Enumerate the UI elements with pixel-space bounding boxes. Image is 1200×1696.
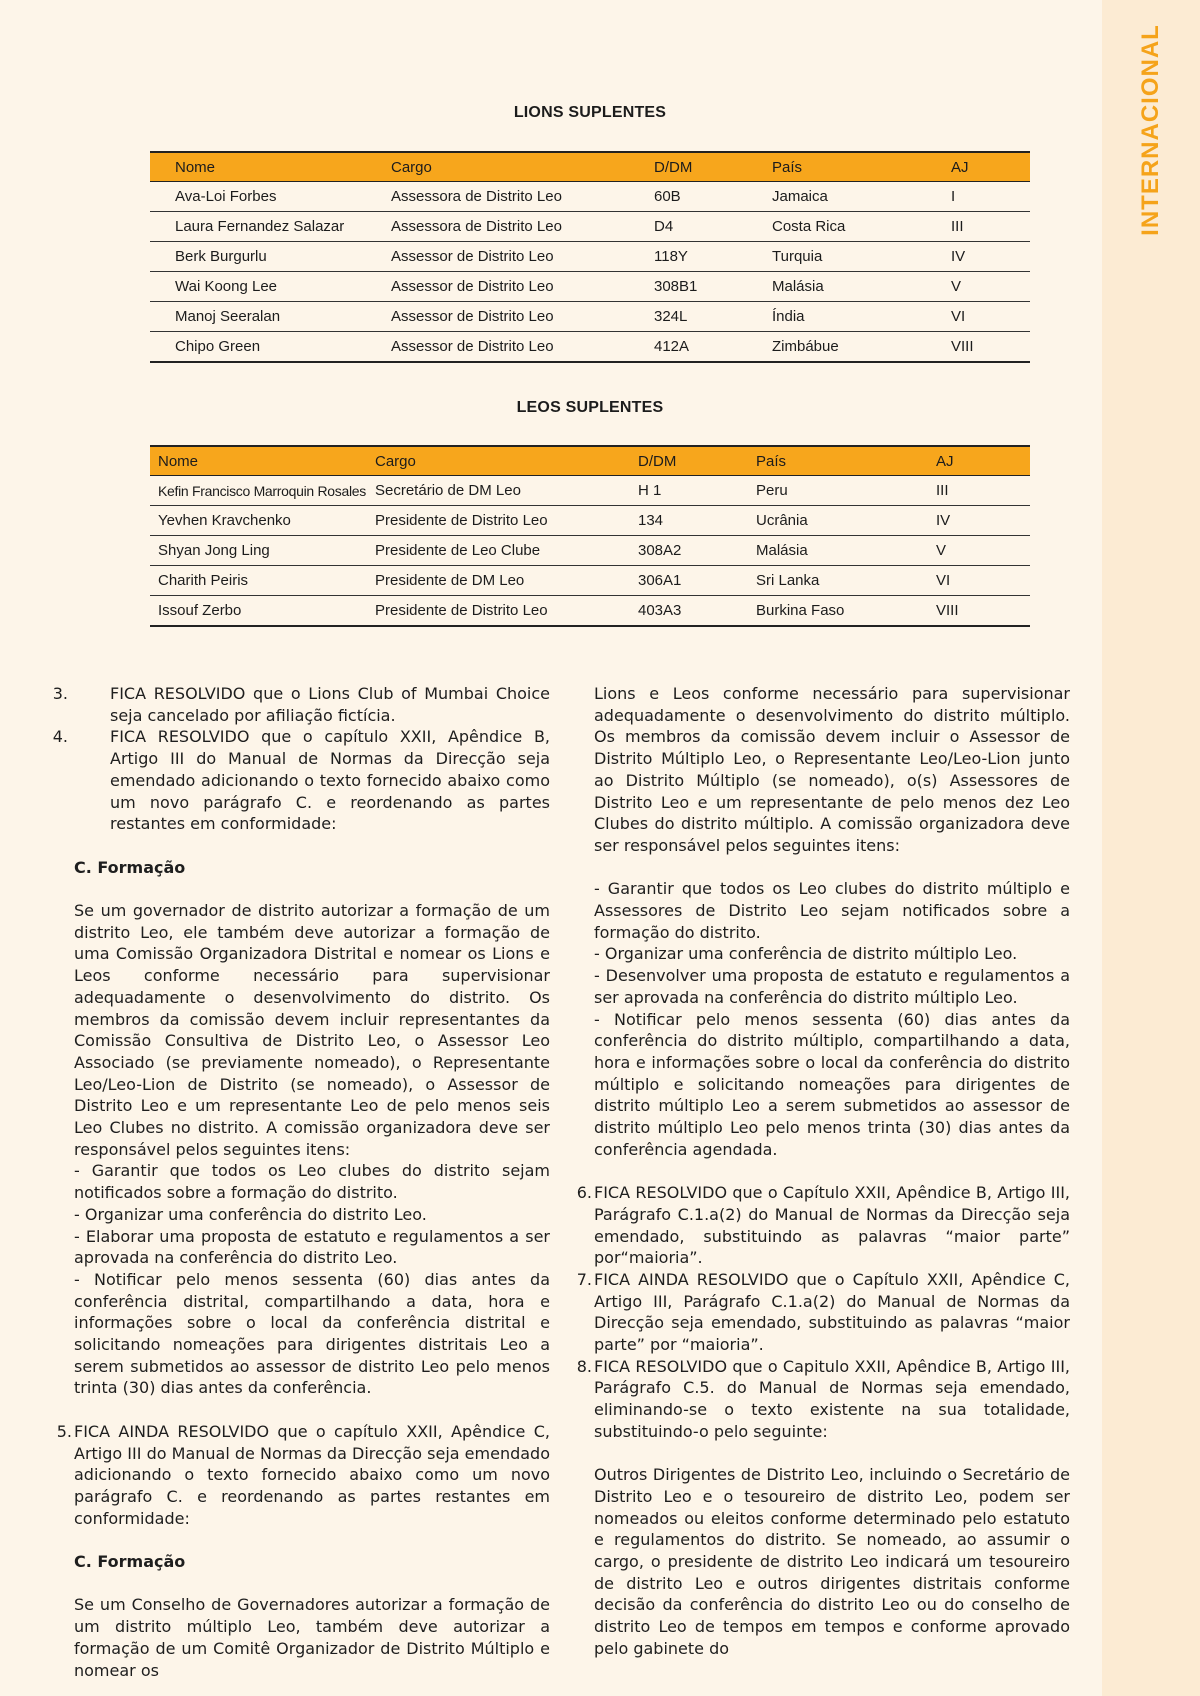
- cell-name: Ava-Loi Forbes: [150, 182, 391, 212]
- cell-district: 308A2: [638, 536, 756, 566]
- cell-cargo: Assessor de Distrito Leo: [391, 242, 654, 272]
- cell-cargo: Assessora de Distrito Leo: [391, 182, 654, 212]
- lions-table-title: LIONS SUPLENTES: [513, 104, 667, 121]
- cell-district: 308B1: [654, 272, 772, 302]
- col-header-cargo: Cargo: [375, 446, 638, 476]
- cell-district: 118Y: [654, 242, 772, 272]
- section-label-text: INTERNACIONAL: [1137, 24, 1164, 236]
- table-row: [150, 566, 1030, 596]
- cell-name: Laura Fernandez Salazar: [150, 212, 391, 242]
- col-header-area: AJ: [951, 152, 1030, 182]
- cell-country: Índia: [772, 302, 951, 332]
- cell-name: Wai Koong Lee: [150, 272, 391, 302]
- cell-area: VIII: [936, 596, 1030, 627]
- resolution-item-5: [56, 1421, 550, 1530]
- cell-area: V: [951, 272, 1030, 302]
- cell-name: Charith Peiris: [150, 566, 375, 596]
- item-number: 6.: [576, 1183, 592, 1203]
- table-row: [150, 212, 1030, 242]
- cell-name: Kefin Francisco Marroquin Rosales: [150, 476, 375, 506]
- paragraph: Se um governador de distrito autorizar a formação de um distrito Leo, ele também deve autorizar a formação de uma Comissão Organizadora Distrital e nomear os Lions e Leos conforme necessário para supervisionar adequadamente o desenvolvimento do distrito. Os membros da comissão devem incluir representantes da Comissão Consultiva de Distrito Leo, o Assessor Leo Associado (se previamente nomeado), o Representante Leo/Leo-Lion de Distrito (se nomeado), o Assessor de Distrito Leo e um representante Leo de pelo menos seis Leo Clubes no distrito. A comissão organizadora deve ser responsável pelos seguintes itens:: [74, 901, 550, 1159]
- item-text: FICA AINDA RESOLVIDO que o Capítulo XXII, Apêndice C, Artigo III, Parágrafo C.1.a(2) do Manual de Normas da Direcção seja emendado, substituindo as palavras “maior parte” por “maioria”.: [594, 1269, 1070, 1355]
- cell-area: I: [951, 182, 1030, 212]
- cell-area: IV: [951, 242, 1030, 272]
- col-header-district: D/DM: [638, 446, 756, 476]
- paragraph: Se um Conselho de Governadores autorizar a formação de um distrito múltiplo Leo, também deve autorizar a formação de um Comitê Organizador de Distrito Múltiplo e nomear os: [74, 1595, 550, 1680]
- cell-name: Chipo Green: [150, 332, 391, 363]
- table-row: [150, 536, 1030, 566]
- cell-country: Malásia: [772, 272, 951, 302]
- col-header-country: País: [756, 446, 936, 476]
- cell-name: Berk Burgurlu: [150, 242, 391, 272]
- table-row: [150, 476, 1030, 506]
- cell-country: Turquia: [772, 242, 951, 272]
- item-number: 3.: [52, 684, 68, 703]
- resolution-item-6: [576, 1182, 1070, 1269]
- cell-cargo: Presidente de DM Leo: [375, 566, 638, 596]
- bullet-item: - Elaborar uma proposta de estatuto e regulamentos a ser aprovada na conferência do distrito Leo.: [74, 1226, 550, 1268]
- bullet-item: - Organizar uma conferência de distrito múltiplo Leo.: [594, 944, 1018, 964]
- table-row: [150, 242, 1030, 272]
- paragraph: Outros Dirigentes de Distrito Leo, incluindo o Secretário de Distrito Leo e o tesoureiro de distrito Leo, podem ser nomeados ou eleitos conforme determinado pelo estatuto e regulamentos do distrito. Se nomeado, ao assumir o cargo, o presidente de distrito Leo indicará um tesoureiro de distrito Leo e outros dirigentes distritais conforme decisão da conferência do distrito Leo ou do conselho de distrito Leo de tempos em tempos e conforme aprovado pelo gabinete do: [594, 1465, 1070, 1658]
- resolution-item-4: [52, 726, 550, 835]
- resolution-item-7: [576, 1269, 1070, 1356]
- item-text: FICA RESOLVIDO que o capítulo XXII, Apêndice B, Artigo III do Manual de Normas da Direcção seja emendado adicionando o texto fornecido abaixo como um novo parágrafo C. e reordenando as partes restantes em conformidade:: [110, 727, 550, 834]
- cell-district: 403A3: [638, 596, 756, 627]
- cell-cargo: Assessor de Distrito Leo: [391, 332, 654, 363]
- cell-district: 134: [638, 506, 756, 536]
- cell-country: Burkina Faso: [756, 596, 936, 627]
- cell-district: 306A1: [638, 566, 756, 596]
- item-text: FICA AINDA RESOLVIDO que o capítulo XXII, Apêndice C, Artigo III do Manual de Normas da Direcção seja emendado adicionando o texto fornecido abaixo como um novo parágrafo C. e reordenando as partes restantes em conformidade:: [74, 1421, 550, 1528]
- cell-cargo: Presidente de Distrito Leo: [375, 596, 638, 627]
- cell-area: VI: [936, 566, 1030, 596]
- table-header-row: [150, 446, 1030, 476]
- cell-area: IV: [936, 506, 1030, 536]
- col-header-cargo: Cargo: [391, 152, 654, 182]
- cell-cargo: Assessor de Distrito Leo: [391, 302, 654, 332]
- cell-district: 324L: [654, 302, 772, 332]
- cell-cargo: Presidente de Leo Clube: [375, 536, 638, 566]
- col-header-name: Nome: [150, 152, 391, 182]
- table-row: [150, 596, 1030, 627]
- item-number: 8.: [576, 1356, 592, 1376]
- cell-cargo: Secretário de DM Leo: [375, 476, 638, 506]
- cell-name: Manoj Seeralan: [150, 302, 391, 332]
- resolution-item-3: [52, 683, 550, 726]
- cell-cargo: Presidente de Distrito Leo: [375, 506, 638, 536]
- leos-table: [150, 445, 1030, 627]
- leos-table-title: LEOS SUPLENTES: [516, 399, 664, 416]
- cell-name: Issouf Zerbo: [150, 596, 375, 627]
- left-column: [52, 683, 550, 1681]
- cell-district: H 1: [638, 476, 756, 506]
- cell-area: III: [951, 212, 1030, 242]
- lions-table: [150, 151, 1030, 363]
- cell-area: VI: [951, 302, 1030, 332]
- table-header-row: [150, 152, 1030, 182]
- cell-country: Zimbábue: [772, 332, 951, 363]
- col-header-name: Nome: [150, 446, 375, 476]
- item-number: 5.: [56, 1421, 72, 1441]
- cell-district: 60B: [654, 182, 772, 212]
- cell-name: Yevhen Kravchenko: [150, 506, 375, 536]
- item-number: 4.: [52, 727, 68, 747]
- cell-cargo: Assessora de Distrito Leo: [391, 212, 654, 242]
- item-number: 7.: [576, 1269, 592, 1289]
- cell-country: Costa Rica: [772, 212, 951, 242]
- cell-country: Malásia: [756, 536, 936, 566]
- col-header-district: D/DM: [654, 152, 772, 182]
- cell-area: V: [936, 536, 1030, 566]
- item-text: FICA RESOLVIDO que o Capítulo XXII, Apêndice B, Artigo III, Parágrafo C.1.a(2) do Manual de Normas da Direcção seja emendado, substituindo as palavras “maior parte” por“maioria”.: [594, 1183, 1070, 1268]
- cell-district: D4: [654, 212, 772, 242]
- cell-country: Jamaica: [772, 182, 951, 212]
- table-row: [150, 302, 1030, 332]
- cell-cargo: Assessor de Distrito Leo: [391, 272, 654, 302]
- cell-name: Shyan Jong Ling: [150, 536, 375, 566]
- section-heading: C. Formação: [74, 1552, 186, 1572]
- cell-district: 412A: [654, 332, 772, 363]
- bullet-item: - Notificar pelo menos sessenta (60) dias antes da conferência distrital, compartilhando a data, hora e informações sobre o local da conferência distrital e solicitando nomeações para dirigentes distritais Leo a serem submetidos ao assessor de distrito Leo pelo menos trinta (30) dias antes da conferência.: [74, 1269, 550, 1398]
- bullet-item: - Notificar pelo menos sessenta (60) dias antes da conferência do distrito múltiplo, compartilhando a data, hora e informações sobre o local da conferência do distrito múltiplo e solicitando nomeações para dirigentes de distrito múltiplo Leo a serem submetidos ao assessor de distrito múltiplo Leo pelo menos trinta (30) dias antes da conferência agendada.: [594, 1009, 1070, 1159]
- bullet-item: - Garantir que todos os Leo clubes do distrito sejam notificados sobre a formação do distrito.: [74, 1161, 550, 1203]
- table-row: [150, 182, 1030, 212]
- cell-country: Sri Lanka: [756, 566, 936, 596]
- right-column: [576, 683, 1070, 1660]
- col-header-country: País: [772, 152, 951, 182]
- resolution-item-8: [576, 1356, 1070, 1443]
- cell-country: Ucrânia: [756, 506, 936, 536]
- table-row: [150, 272, 1030, 302]
- bullet-item: - Garantir que todos os Leo clubes do distrito múltiplo e Assessores de Distrito Leo sejam notificados sobre a formação do distrito.: [594, 879, 1070, 942]
- item-text: FICA RESOLVIDO que o Capitulo XXII, Apêndice B, Artigo III, Parágrafo C.5. do Manual de Normas seja emendado, eliminando-se o texto existente na sua totalidade, substituindo-o pelo seguinte:: [594, 1356, 1070, 1441]
- cell-area: III: [936, 476, 1030, 506]
- bullet-item: - Organizar uma conferência do distrito Leo.: [74, 1204, 427, 1224]
- table-row: [150, 506, 1030, 536]
- cell-area: VIII: [951, 332, 1030, 363]
- paragraph: Lions e Leos conforme necessário para supervisionar adequadamente o desenvolvimento do distrito múltiplo. Os membros da comissão devem incluir o Assessor de Distrito Múltiplo Leo, o Representante Leo/Leo-Lion junto ao Distrito Múltiplo (se nomeado), o(s) Assessores de Distrito Leo e um representante de pelo menos dez Leo Clubes do distrito múltiplo. A comissão organizadora deve ser responsável pelos seguintes itens:: [594, 684, 1070, 855]
- col-header-area: AJ: [936, 446, 1030, 476]
- bullet-item: - Desenvolver uma proposta de estatuto e regulamentos a ser aprovada na conferência do distrito múltiplo Leo.: [594, 966, 1070, 1007]
- cell-country: Peru: [756, 476, 936, 506]
- table-row: [150, 332, 1030, 363]
- item-text: FICA RESOLVIDO que o Lions Club of Mumbai Choice seja cancelado por afiliação fictícia.: [110, 684, 550, 725]
- section-heading: C. Formação: [74, 857, 186, 877]
- section-label: [1102, 0, 1200, 1696]
